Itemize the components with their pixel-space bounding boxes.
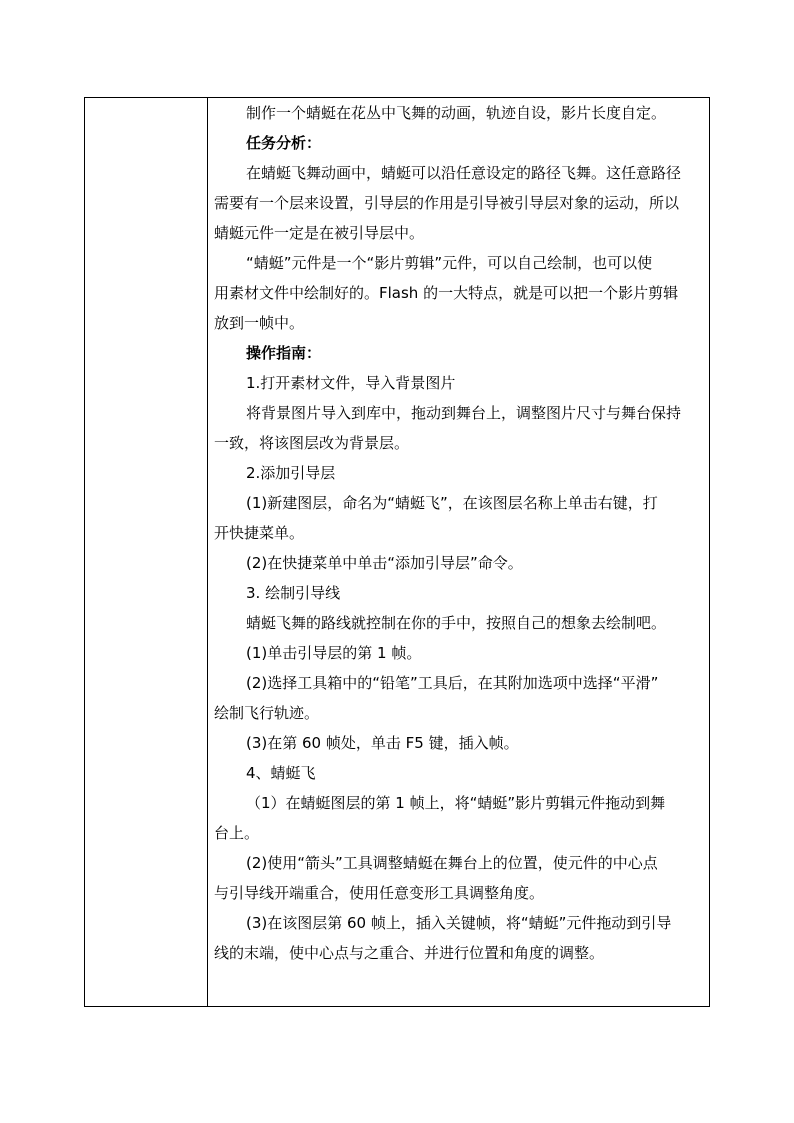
paragraph-line: 需要有一个层来设置，引导层的作用是引导被引导层对象的运动，所以 — [214, 194, 680, 212]
heading-task-analysis: 任务分析： — [246, 134, 322, 152]
paragraph-line: (1)新建图层，命名为“蜻蜓飞”，在该图层名称上单击右键，打 — [246, 494, 658, 512]
paragraph-line: 蜻蜓飞舞的路线就控制在你的手中，按照自己的想象去绘制吧。 — [246, 614, 667, 632]
paragraph-line: 开快捷菜单。 — [214, 524, 305, 542]
paragraph-line: （1）在蜻蜓图层的第 1 帧上，将“蜻蜓”影片剪辑元件拖动到舞 — [246, 794, 666, 812]
step-heading: 3. 绘制引导线 — [246, 584, 341, 602]
task-description: 制作一个蜻蜓在花丛中飞舞的动画，轨迹自设，影片长度自定。 — [246, 104, 667, 122]
paragraph-line: (2)使用“箭头”工具调整蜻蜓在舞台上的位置，使元件的中心点 — [246, 854, 658, 872]
table-left-cell — [85, 98, 208, 1006]
paragraph-line: 台上。 — [214, 824, 260, 842]
paragraph-line: 绘制飞行轨迹。 — [214, 704, 320, 722]
table-right-cell — [208, 98, 709, 1006]
paragraph-line: 蜻蜓元件一定是在被引导层中。 — [214, 224, 425, 242]
paragraph-line: 用素材文件中绘制好的。Flash 的一大特点，就是可以把一个影片剪辑 — [214, 284, 679, 302]
content-table — [84, 97, 710, 1007]
paragraph-line: 与引导线开端重合，使用任意变形工具调整角度。 — [214, 884, 545, 902]
step-heading: 1.打开素材文件，导入背景图片 — [246, 374, 456, 392]
paragraph-line: 一致，将该图层改为背景层。 — [214, 434, 410, 452]
paragraph-line: 放到一帧中。 — [214, 314, 305, 332]
paragraph-line: 线的末端，使中心点与之重合、并进行位置和角度的调整。 — [214, 944, 605, 962]
step-heading: 2.添加引导层 — [246, 464, 336, 482]
paragraph-line: 在蜻蜓飞舞动画中，蜻蜓可以沿任意设定的路径飞舞。这任意路径 — [246, 164, 682, 182]
paragraph-line: “蜻蜓”元件是一个“影片剪辑”元件，可以自己绘制，也可以使 — [246, 254, 653, 272]
paragraph-line: (1)单击引导层的第 1 帧。 — [246, 644, 422, 662]
heading-operation-guide: 操作指南： — [246, 344, 322, 362]
paragraph-line: (3)在第 60 帧处，单击 F5 键，插入帧。 — [246, 734, 519, 752]
paragraph-line: 将背景图片导入到库中，拖动到舞台上，调整图片尺寸与舞台保持 — [246, 404, 682, 422]
paragraph-line: (3)在该图层第 60 帧上，插入关键帧，将“蜻蜓”元件拖动到引导 — [246, 914, 672, 932]
paragraph-line: (2)选择工具箱中的“铅笔”工具后，在其附加选项中选择“平滑” — [246, 674, 659, 692]
paragraph-line: (2)在快捷菜单中单击“添加引导层”命令。 — [246, 554, 523, 572]
step-heading: 4、蜻蜓飞 — [246, 764, 316, 782]
